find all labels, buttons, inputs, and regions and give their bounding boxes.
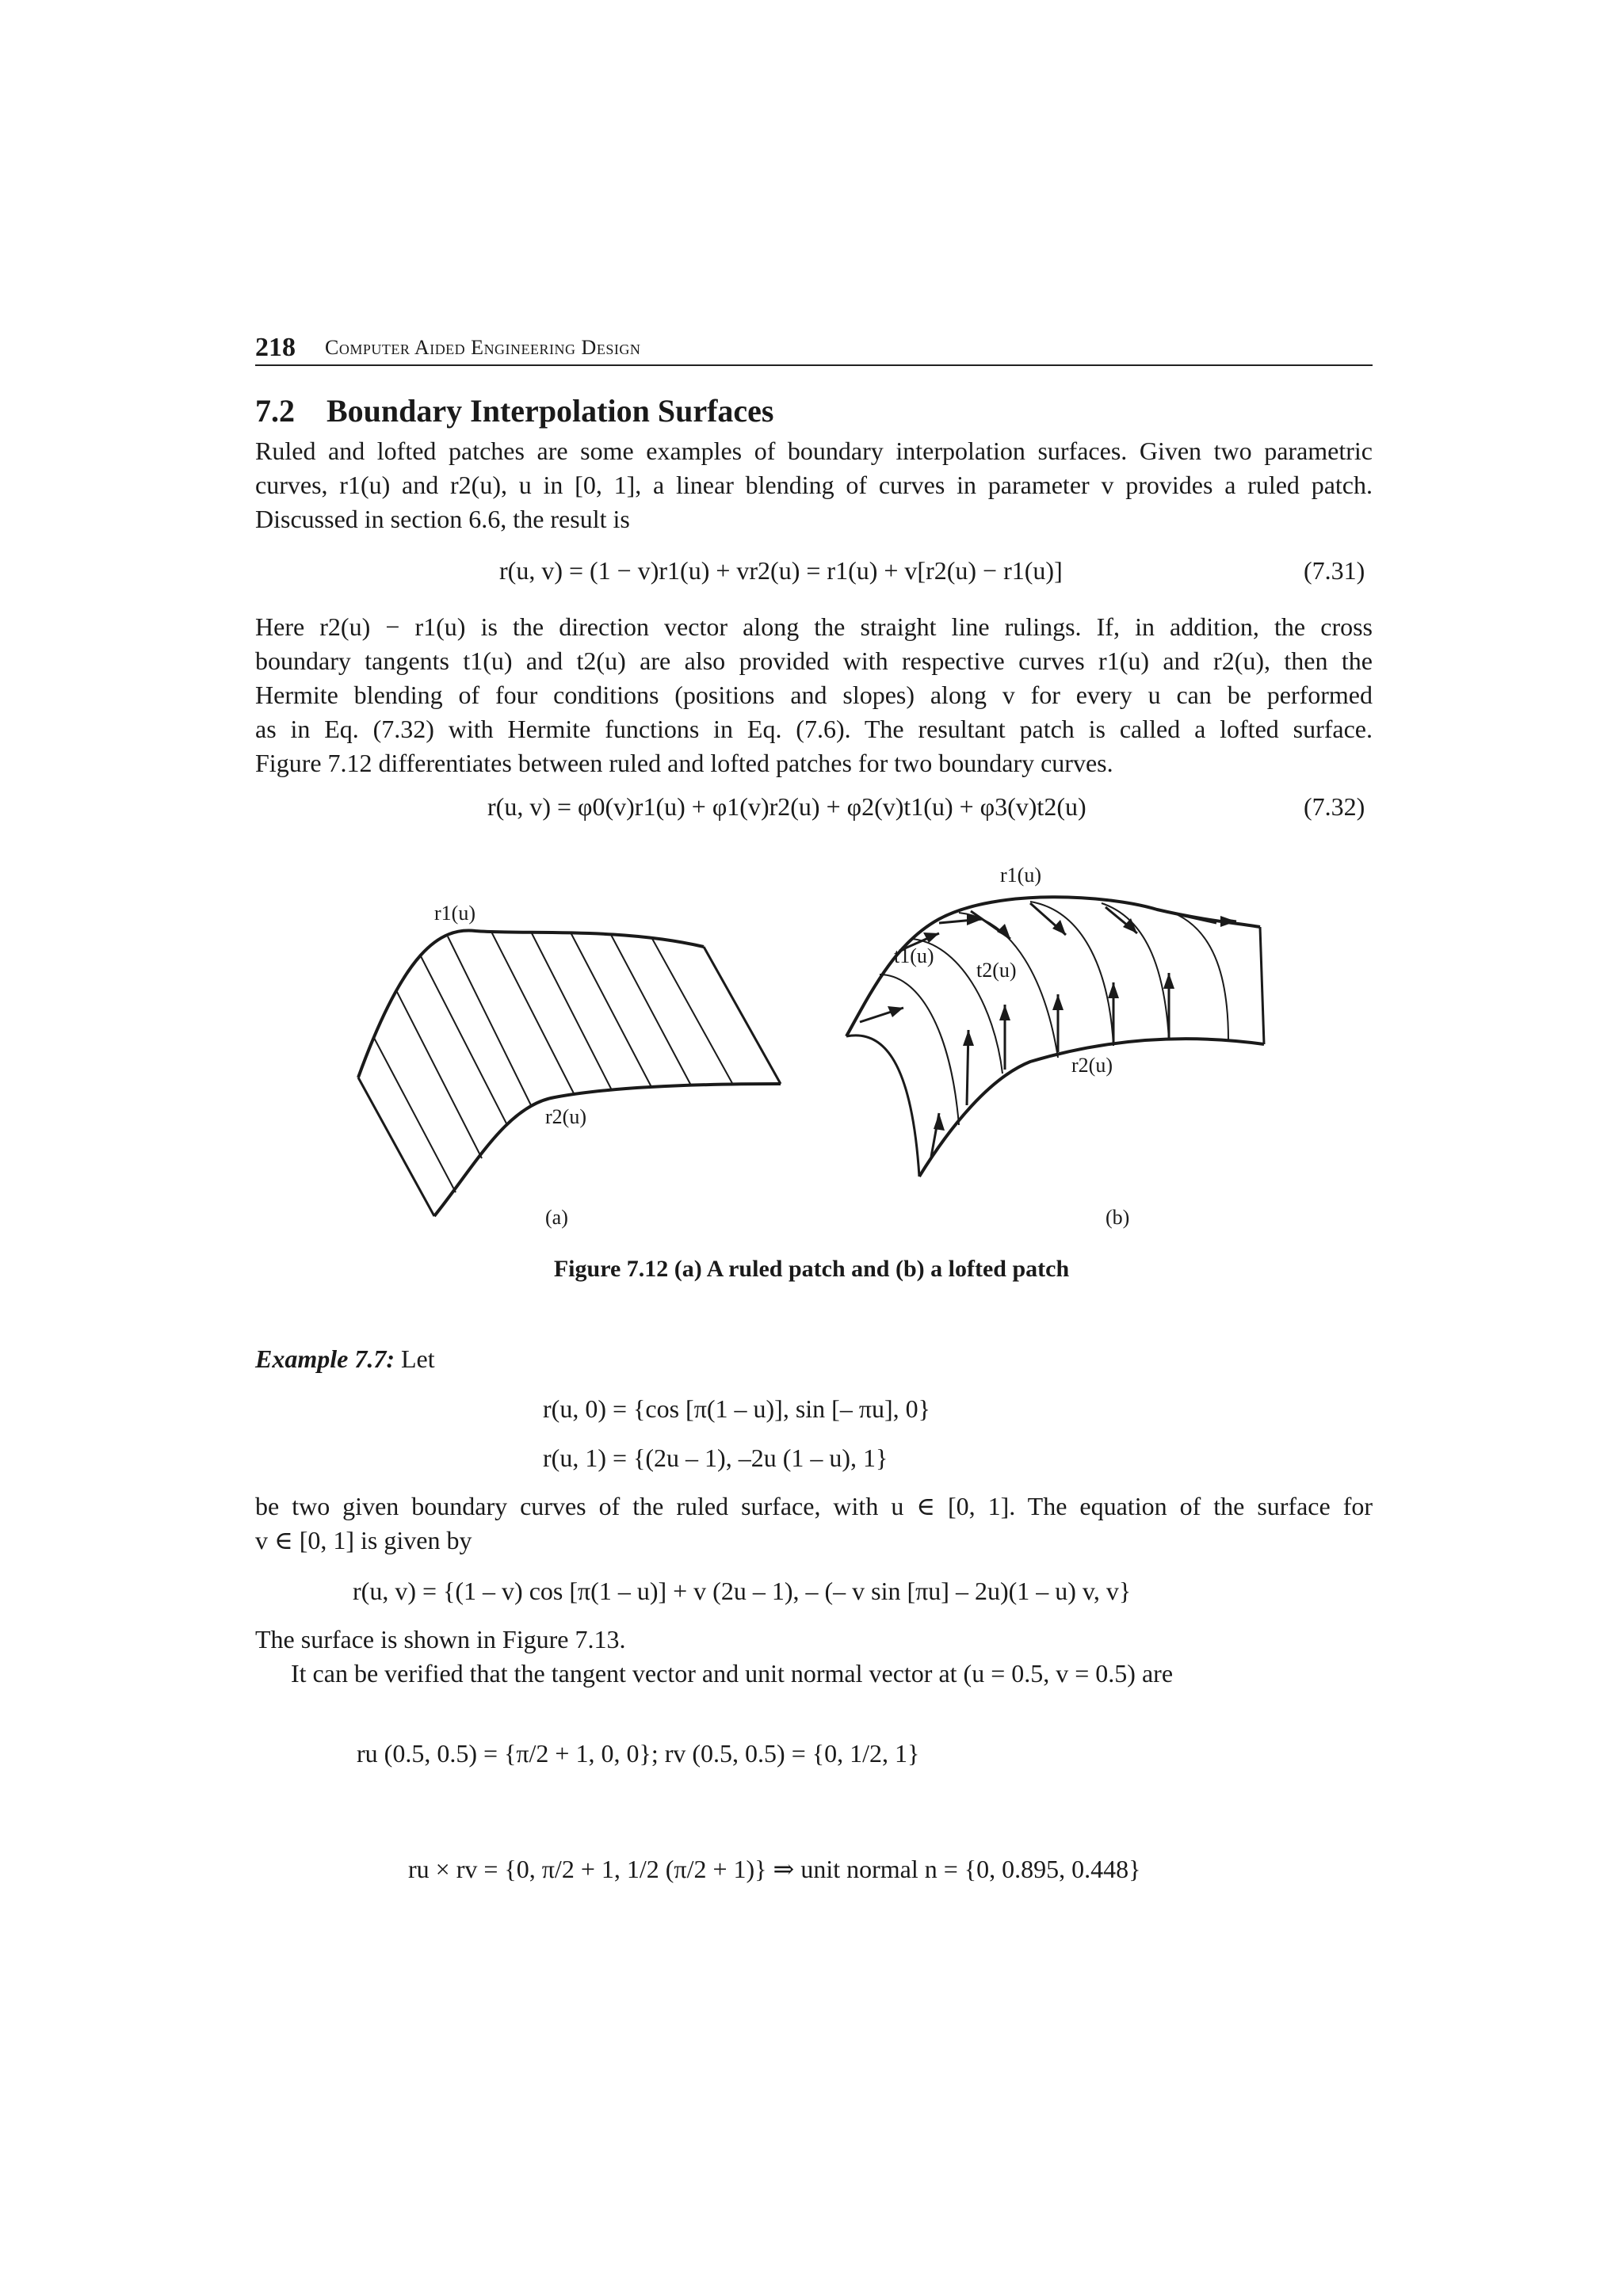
fig-b-label: (b)	[1106, 1206, 1130, 1229]
section-title: Boundary Interpolation Surfaces	[327, 393, 774, 429]
example-line2: v ∈ [0, 1] is given by	[255, 1526, 472, 1554]
example-line3: The surface is shown in Figure 7.13.	[255, 1625, 626, 1653]
para2-line2: boundary tangents t1(u) and t2(u) are also provided with respective curves r1(u) and r2(u), then the	[255, 646, 1373, 675]
example-let: Let	[400, 1344, 435, 1373]
fig-a-r1-label: r1(u)	[434, 902, 475, 925]
fig-b-r1-label: r1(u)	[1000, 864, 1041, 887]
para1-line1: Ruled and lofted patches are some examples of boundary interpolation surfaces. Given two parametric	[255, 437, 1373, 465]
ruled-patch-r2-curve	[434, 1084, 781, 1216]
example-heading-line	[255, 1344, 435, 1374]
example-eq-surface: r(u, v) = {(1 – v) cos [π(1 – u)] + v (2u – 1), – (– v sin [πu] – 2u)(1 – u) v, v}	[353, 1577, 1132, 1605]
fig-a-r2-label: r2(u)	[545, 1105, 586, 1128]
equation-7-32: r(u, v) = φ0(v)r1(u) + φ1(v)r2(u) + φ2(v)t1(u) + φ3(v)t2(u)	[487, 792, 1086, 821]
equation-number-7-32: (7.32)	[1304, 792, 1365, 821]
lofted-patch-left-edge	[846, 1035, 919, 1177]
para2-line5: Figure 7.12 differentiates between ruled and lofted patches for two boundary curves.	[255, 749, 1113, 777]
lofted-patch-arrowheads	[888, 914, 1236, 1131]
equation-number-7-31: (7.31)	[1304, 556, 1365, 585]
page-number: 218	[255, 333, 296, 362]
example-paragraph-2	[255, 1623, 1373, 1691]
fig-b-r2-label: r2(u)	[1071, 1054, 1113, 1077]
example-eq-r-u-0: r(u, 0) = {cos [π(1 – u)], sin [– πu], 0}	[543, 1394, 930, 1423]
lofted-patch-tangent-arrows	[860, 903, 1236, 1157]
lofted-patch-right-edge	[1260, 927, 1264, 1044]
para1-line2: curves, r1(u) and r2(u), u in [0, 1], a linear blending of curves in parameter v provides a ruled patch.	[255, 471, 1373, 499]
running-title: Computer Aided Engineering Design	[325, 336, 641, 359]
example-heading: Example 7.7:	[255, 1344, 395, 1373]
ruled-patch-left-edge	[358, 1077, 434, 1216]
ruled-patch-r1-curve	[358, 930, 704, 1077]
fig-a-label: (a)	[545, 1206, 568, 1229]
ruled-patch-rulings	[374, 932, 733, 1192]
example-eq-tangents: ru (0.5, 0.5) = {π/2 + 1, 0, 0}; rv (0.5, 0.5) = {0, 1/2, 1}	[357, 1739, 920, 1768]
equation-7-31: r(u, v) = (1 − v)r1(u) + vr2(u) = r1(u) + v[r2(u) − r1(u)]	[499, 556, 1063, 585]
example-paragraph	[255, 1489, 1373, 1558]
lofted-patch	[846, 897, 1264, 1177]
ruled-patch-right-edge	[704, 947, 781, 1084]
para2-line3: Hermite blending of four conditions (positions and slopes) along v for every u can be performed	[255, 681, 1373, 709]
example-line1: be two given boundary curves of the ruled surface, with u ∈ [0, 1]. The equation of the surface for	[255, 1492, 1373, 1520]
fig-b-t2-label: t2(u)	[976, 959, 1017, 982]
ruled-patch	[358, 930, 781, 1216]
para2-line4: as in Eq. (7.32) with Hermite functions in Eq. (7.6). The resultant patch is called a lofted surface.	[255, 715, 1373, 743]
para2-line1: Here r2(u) − r1(u) is the direction vector along the straight line rulings. If, in addition, the cross	[255, 612, 1373, 641]
section-number: 7.2	[255, 393, 295, 429]
para1-line3: Discussed in section 6.6, the result is	[255, 505, 630, 533]
example-eq-r-u-1: r(u, 1) = {(2u – 1), –2u (1 – u), 1}	[543, 1444, 888, 1472]
figure-caption: Figure 7.12 (a) A ruled patch and (b) a lofted patch	[553, 1256, 1070, 1282]
example-line4: It can be verified that the tangent vector and unit normal vector at (u = 0.5, v = 0.5) are	[291, 1659, 1174, 1688]
fig-b-t1-label: t1(u)	[894, 944, 934, 967]
example-eq-normal: ru × rv = {0, π/2 + 1, 1/2 (π/2 + 1)} ⇒ unit normal n = {0, 0.895, 0.448}	[408, 1855, 1141, 1883]
